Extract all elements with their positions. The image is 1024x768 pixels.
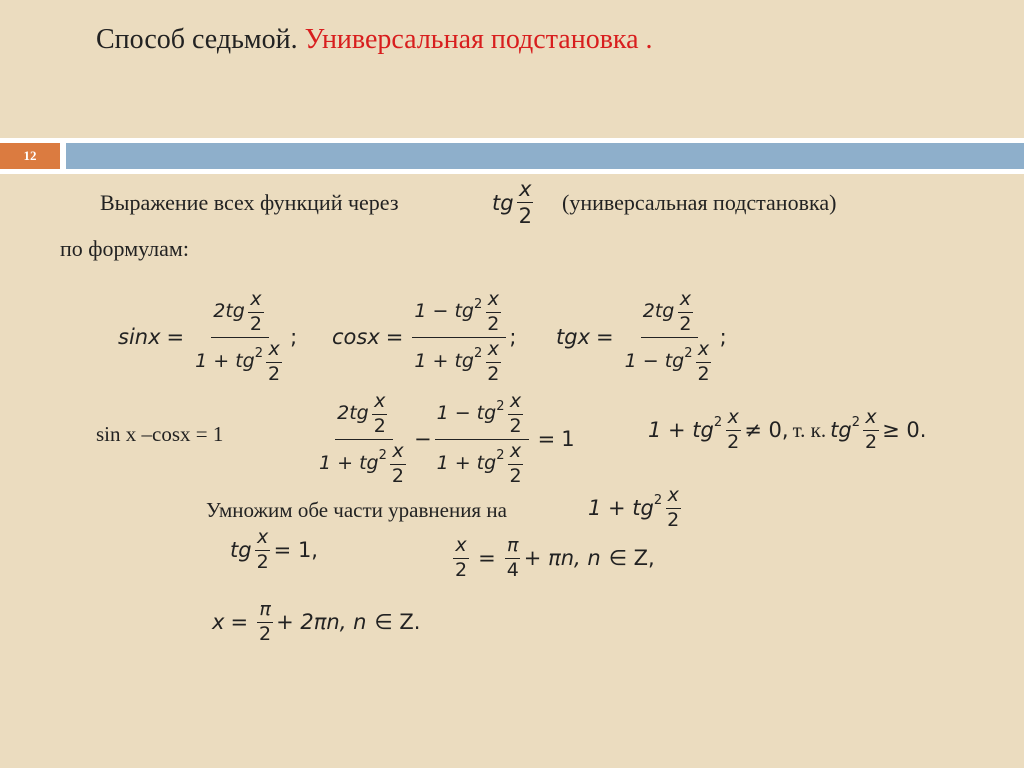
intro-line-2: по формулам: [60, 236, 189, 261]
intro-text-start: Выражение всех функций через [100, 190, 399, 215]
denominator-condition: 1 + tg $^2$ $\frac{x}{2}$ ≠ 0, т. к. tg $^2$ $\frac{x}{2}$ ≥ 0. [648, 406, 927, 453]
divider-bar [66, 143, 1024, 169]
fraction-x-over-2: $\frac{x}{2}$ [518, 177, 532, 229]
equation-transformed: 2tg $\frac{x}{2}$ 1 + tg $^2$ $\frac{x}{2}$ − 1 − tg $^2$ $\frac{x}{2}$ 1 + tg $^2$ $\frac{x}{2}$ = 1 [319, 390, 575, 487]
formula-tgx: tgx = 2tg $\frac{x}{2}$ 1 − tg $^2$ $\frac{x}{2}$ ; [556, 288, 727, 385]
tg-half-x-inline [492, 178, 537, 227]
title-accent: Универсальная подстановка . [304, 24, 653, 55]
page-number-badge: 12 [0, 143, 60, 169]
formula-cosx: cosx = 1 − tg $^2$ $\frac{x}{2}$ 1 + tg $^2$ $\frac{x}{2}$ ; [332, 288, 517, 385]
intro-text-end: (универсальная подстановка) [562, 190, 837, 215]
title-prefix: Способ седьмой. [96, 24, 298, 55]
formula-sinx: sinx = 2tg $\frac{x}{2}$ 1 + tg $^2$ $\frac{x}{2}$ ; [118, 288, 298, 385]
equation-label: sin x –cosx = 1 [96, 422, 224, 446]
multiply-text: Умножим обе части уравнения на [206, 498, 507, 522]
slide-title [96, 24, 653, 56]
multiplier-expression: 1 + tg $^2$ $\frac{x}{2}$ [588, 484, 680, 531]
solution-tg-half-x: tg $\frac{x}{2}$ = 1, [230, 526, 318, 573]
tg-symbol: tg [492, 190, 514, 215]
solution-x: x = $\frac{\pi}{2}$ + 2πn, n ∈ Z. [212, 598, 421, 645]
solution-half-x: $\frac{x}{2}$ = $\frac{\pi}{4}$ + πn, n ∈ Z, [455, 534, 655, 581]
